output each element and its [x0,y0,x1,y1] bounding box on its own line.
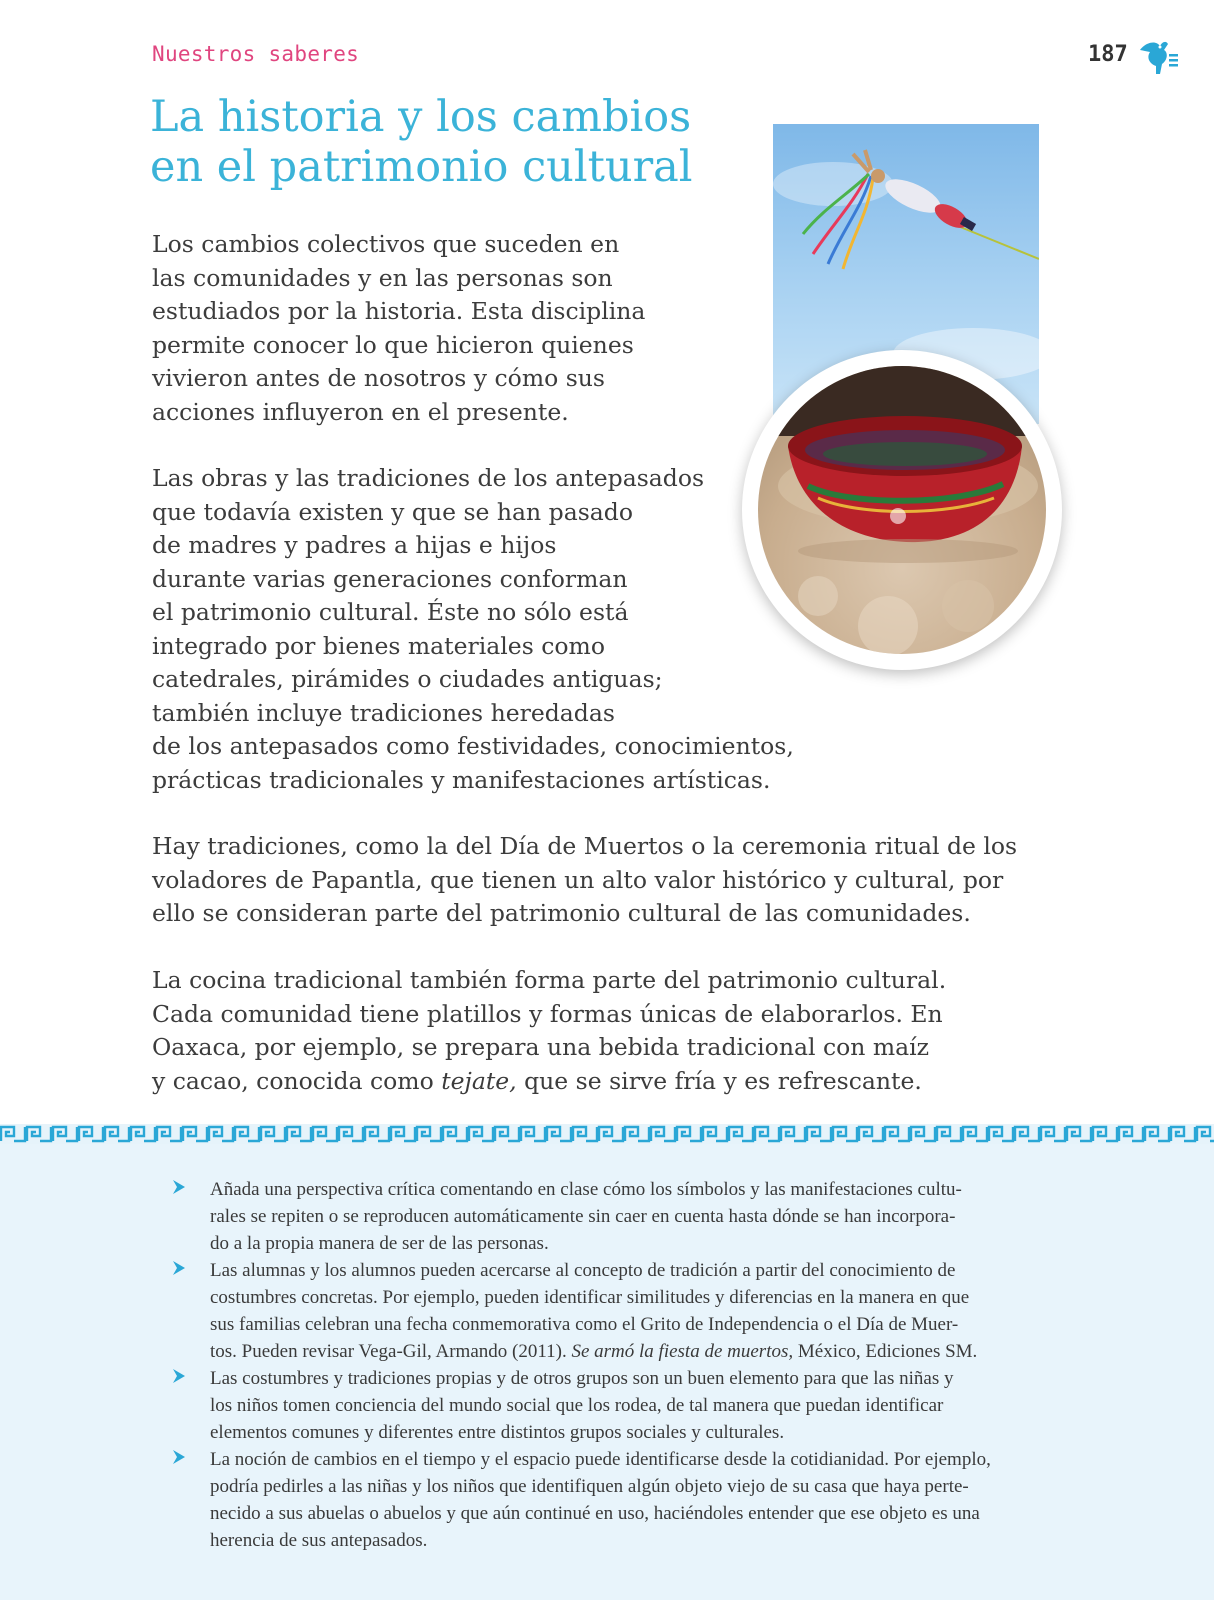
paragraph-history [152,228,645,429]
fret-motif [391,1127,415,1141]
text-line: integrado por bienes materiales como [152,631,605,660]
note-line: necido a sus abuelas o abuelos y que aún continué en uso, haciéndoles entender que ese objeto es una [210,1503,980,1524]
fret-motif [677,1127,701,1141]
note-line: do a la propia manera de ser de las personas. [210,1233,549,1254]
note-line: Añada una perspectiva crítica comentando en clase cómo los símbolos y las manifestaciones cultu- [210,1179,962,1200]
fret-motif [859,1127,883,1141]
fret-motif [313,1127,337,1141]
book-title: Se armó la fiesta de muertos, [571,1341,794,1362]
fret-motif [1145,1127,1169,1141]
bowl-photo-inner [758,366,1046,654]
fret-motif [209,1127,233,1141]
fret-motif [27,1127,51,1141]
text-segment: México, Ediciones SM. [793,1341,978,1362]
fret-motif [1,1127,25,1141]
paragraph-tradiciones [152,830,1017,931]
greek-fret-divider [0,1124,1214,1144]
text-line: permite conocer lo que hicieron quienes [152,330,634,359]
fret-motif [703,1127,727,1141]
text-line: Hay tradiciones, como la del Día de Muertos o la ceremonia ritual de los [152,832,1018,860]
fret-motif [261,1127,285,1141]
fret-motif [963,1127,987,1141]
chevron-right-icon [170,1259,188,1277]
fret-motif [53,1127,77,1141]
text-line: voladores de Papantla, que tienen un alto valor histórico y cultural, por [152,865,1004,894]
note-line: podría pedirles a las niñas y los niños que identifiquen algún objeto viejo de su casa que haya perte- [210,1476,969,1497]
fret-motif [183,1127,207,1141]
fret-motif [521,1127,545,1141]
bowl-illustration [758,366,1046,654]
fret-motif [365,1127,389,1141]
text-line: ello se consideran parte del patrimonio cultural de las comunidades. [152,899,971,927]
note-line: rales se repiten o se reproducen automáticamente sin caer en cuenta hasta dónde se han incorpora- [210,1206,956,1227]
fret-motif [235,1127,259,1141]
chevron-right-icon [170,1367,188,1385]
list-item [170,1365,1070,1446]
page-number: 187 [1088,42,1128,67]
teacher-notes-list [170,1176,1070,1554]
fret-motif [495,1127,519,1141]
fret-motif [157,1127,181,1141]
fret-motif [417,1127,441,1141]
fret-motif [625,1127,649,1141]
note-line: los niños tomen conciencia del mundo social que los rodea, de tal manera que puedan identificar [210,1395,944,1416]
chevron-right-icon [170,1178,188,1196]
fret-motif [1119,1127,1143,1141]
note-line: La noción de cambios en el tiempo y el espacio puede identificarse desde la cotidianidad. Por ejemplo, [210,1449,991,1470]
text-line: vivieron antes de nosotros y cómo sus [152,364,605,392]
fret-motif [469,1127,493,1141]
text-line: también incluye tradiciones heredadas [152,698,615,727]
fret-motif [547,1127,571,1141]
text-line: las comunidades y en las personas son [152,263,613,292]
text-line: Las obras y las tradiciones de los antepasados [152,464,705,492]
note-line [210,1338,1070,1365]
fret-motif [105,1127,129,1141]
text-line: Los cambios colectivos que suceden en [152,230,620,258]
text-segment: y cacao, conocida como [152,1066,442,1095]
fret-motif [1197,1127,1214,1141]
bird-logo-icon [1136,38,1180,78]
text-line: Oaxaca, por ejemplo, se prepara una bebida tradicional con maíz [152,1033,930,1061]
fret-motif [339,1127,363,1141]
fret-motif [79,1127,103,1141]
fret-motif [443,1127,467,1141]
text-line: de madres y padres a hijas e hijos [152,531,557,559]
note-line: herencia de sus antepasados. [210,1530,428,1551]
chevron-right-icon [170,1448,188,1466]
fret-motif [599,1127,623,1141]
fret-pattern [0,1124,1214,1144]
fret-motif [1093,1127,1117,1141]
fret-motif [1015,1127,1039,1141]
text-segment: tos. Pueden revisar Vega-Gil, Armando (2011). [210,1341,572,1362]
painted-bowl-photo [742,350,1062,670]
note-line: sus familias celebran una fecha conmemorativa como el Grito de Independencia o el Día de Muer- [210,1314,959,1335]
fret-motif [1171,1127,1195,1141]
fret-motif [885,1127,909,1141]
title-line: La historia y los cambios [150,92,692,142]
italic-term: tejate, [441,1066,517,1095]
fret-motif [651,1127,675,1141]
fret-motif [131,1127,155,1141]
fret-motif [911,1127,935,1141]
paragraph-cocina [152,964,946,1098]
paragraph-patrimonio [152,462,794,797]
fret-motif [807,1127,831,1141]
text-line: Cada comunidad tiene platillos y formas únicas de elaborarlos. En [152,999,943,1028]
note-line: Las costumbres y tradiciones propias y de otros grupos son un buen elemento para que las niñas y [210,1368,954,1389]
fret-motif [287,1127,311,1141]
text-line: catedrales, pirámides o ciudades antiguas; [152,665,663,693]
list-item [170,1257,1070,1365]
fret-motif [833,1127,857,1141]
page-title [150,92,693,192]
fret-motif [937,1127,961,1141]
text-line: La cocina tradicional también forma parte del patrimonio cultural. [152,966,947,994]
fret-motif [1067,1127,1091,1141]
fret-motif [573,1127,597,1141]
note-line: elementos comunes y diferentes entre distintos grupos sociales y culturales. [210,1422,785,1443]
text-line: que todavía existen y que se han pasado [152,497,633,526]
list-item [170,1446,1070,1554]
note-line: Las alumnas y los alumnos pueden acercarse al concepto de tradición a partir del conocimiento de [210,1260,956,1281]
text-line: acciones influyeron en el presente. [152,397,569,426]
text-line: de los antepasados como festividades, conocimientos, [152,732,794,760]
list-item [170,1176,1070,1257]
text-line [152,1065,946,1099]
fret-motif [755,1127,779,1141]
text-segment: que se sirve fría y es refrescante. [516,1066,922,1095]
note-line: costumbres concretas. Por ejemplo, pueden identificar similitudes y diferencias en la manera en que [210,1287,970,1308]
text-line: el patrimonio cultural. Éste no sólo está [152,598,629,626]
fret-motif [729,1127,753,1141]
title-line: en el patrimonio cultural [150,142,693,192]
fret-motif [989,1127,1013,1141]
fret-motif [781,1127,805,1141]
text-line: estudiados por la historia. Esta disciplina [152,297,646,325]
text-line: durante varias generaciones conforman [152,564,628,593]
fret-motif [1041,1127,1065,1141]
section-label: Nuestros saberes [152,42,360,66]
text-line: prácticas tradicionales y manifestaciones artísticas. [152,765,771,794]
